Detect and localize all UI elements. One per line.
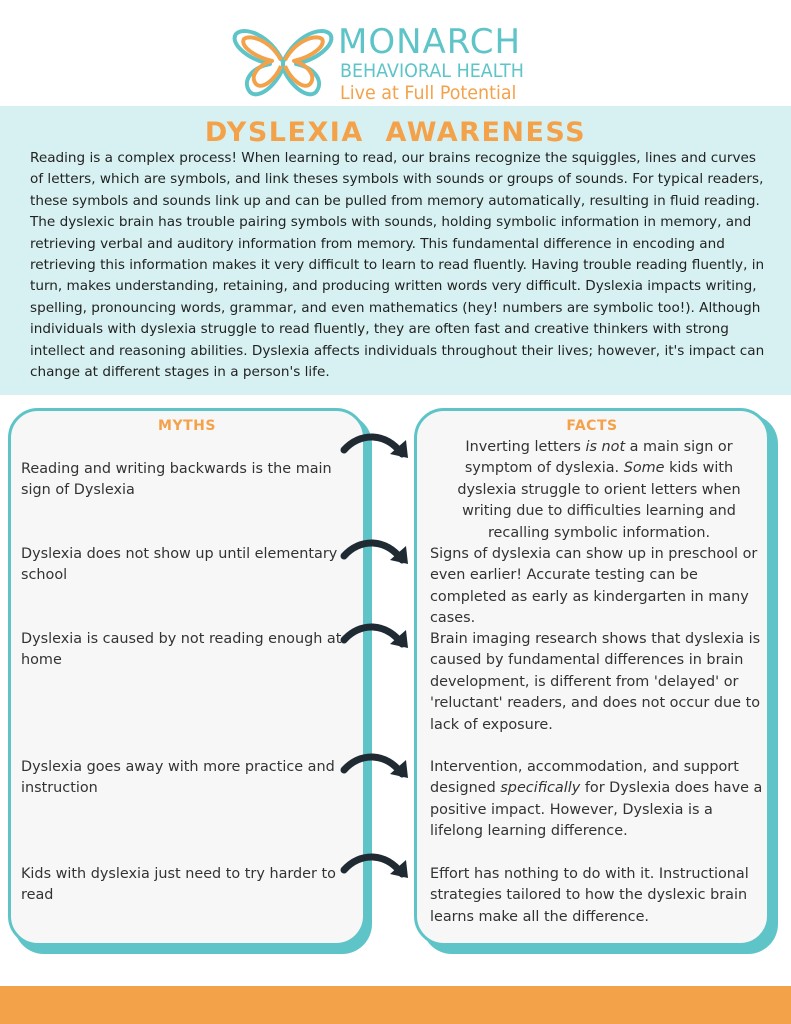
myth-item: Dyslexia is caused by not reading enough at home	[21, 631, 342, 669]
fact-text: kids with dyslexia struggle to orient letters when writing due to difficulties learning and recalling symbolic information.	[457, 460, 741, 541]
myth-item: Dyslexia goes away with more practice and instruction	[21, 759, 335, 797]
arrow-icon	[340, 618, 416, 662]
fact-emphasis: is not	[585, 439, 626, 455]
fact-item	[430, 629, 765, 736]
arrow-icon	[340, 534, 416, 578]
arrow-icon	[340, 428, 416, 472]
fact-text: for Dyslexia does have a positive impact. However, Dyslexia is a lifelong learning difference.	[430, 780, 763, 840]
myths-heading: MYTHS	[158, 418, 216, 434]
fact-item	[434, 437, 764, 544]
arrow-icon	[340, 848, 416, 892]
page-title: DYSLEXIA AWARENESS	[204, 117, 587, 148]
fact-text: Signs of dyslexia can show up in preschool or even earlier! Accurate testing can be completed as early as kindergarten in many cases.	[430, 546, 758, 627]
arrow-icon	[340, 748, 416, 792]
footer-bar	[0, 986, 791, 1024]
fact-text: Intervention, accommodation, and support designed	[430, 759, 739, 797]
myth-item: Kids with dyslexia just need to try harder to read	[21, 866, 336, 904]
butterfly-icon	[230, 24, 336, 102]
fact-emphasis: specifically	[500, 780, 581, 797]
brand-name: MONARCH	[338, 22, 522, 62]
brand-logo	[230, 22, 550, 106]
myth-item: Dyslexia does not show up until elementary school	[21, 546, 338, 584]
fact-text: Effort has nothing to do with it. Instructional strategies tailored to how the dyslexic brain learns make all the difference.	[430, 866, 749, 925]
fact-text: a main sign or symptom of dyslexia.	[464, 439, 733, 477]
fact-item	[430, 757, 765, 843]
fact-item	[430, 864, 765, 928]
fact-emphasis: Some	[623, 460, 665, 477]
brand-subtitle: BEHAVIORAL HEALTH	[340, 60, 524, 82]
myth-item: Reading and writing backwards is the main sign of Dyslexia	[21, 461, 332, 499]
intro-paragraph: Reading is a complex process! When learning to read, our brains recognize the squiggles, lines and curves of letters, which are symbols, and link theses symbols with sounds or groups of sounds. For typical readers, these symbols and sounds link up and can be pulled from memory automatically, resulting in fluid reading. The dyslexic brain has trouble pairing symbols with sounds, holding symbolic information in memory, and retrieving verbal and auditory information from memory. This fundamental difference in encoding and retrieving this information makes it very difficult to learn to read fluently. Having trouble reading fluently, in turn, makes understanding, retaining, and producing written words very difficult. Dyslexia impacts writing, spelling, pronouncing words, grammar, and even mathematics (hey! numbers are symbolic too!). Although individuals with dyslexia struggle to read fluently, they are often fast and creative thinkers with strong intellect and reasoning abilities. Dyslexia affects individuals throughout their lives; however, it's impact can change at different stages in a person's life.	[30, 150, 765, 381]
fact-text: Brain imaging research shows that dyslexia is caused by fundamental differences in brain development, is different from 'delayed' or 'reluctant' readers, and does not occur due to lack of exposure.	[430, 631, 761, 733]
brand-tagline: Live at Full Potential	[340, 82, 517, 104]
fact-text: Inverting letters	[465, 439, 586, 455]
facts-heading: FACTS	[566, 418, 618, 434]
intro-section	[0, 106, 791, 395]
fact-item	[430, 544, 765, 630]
